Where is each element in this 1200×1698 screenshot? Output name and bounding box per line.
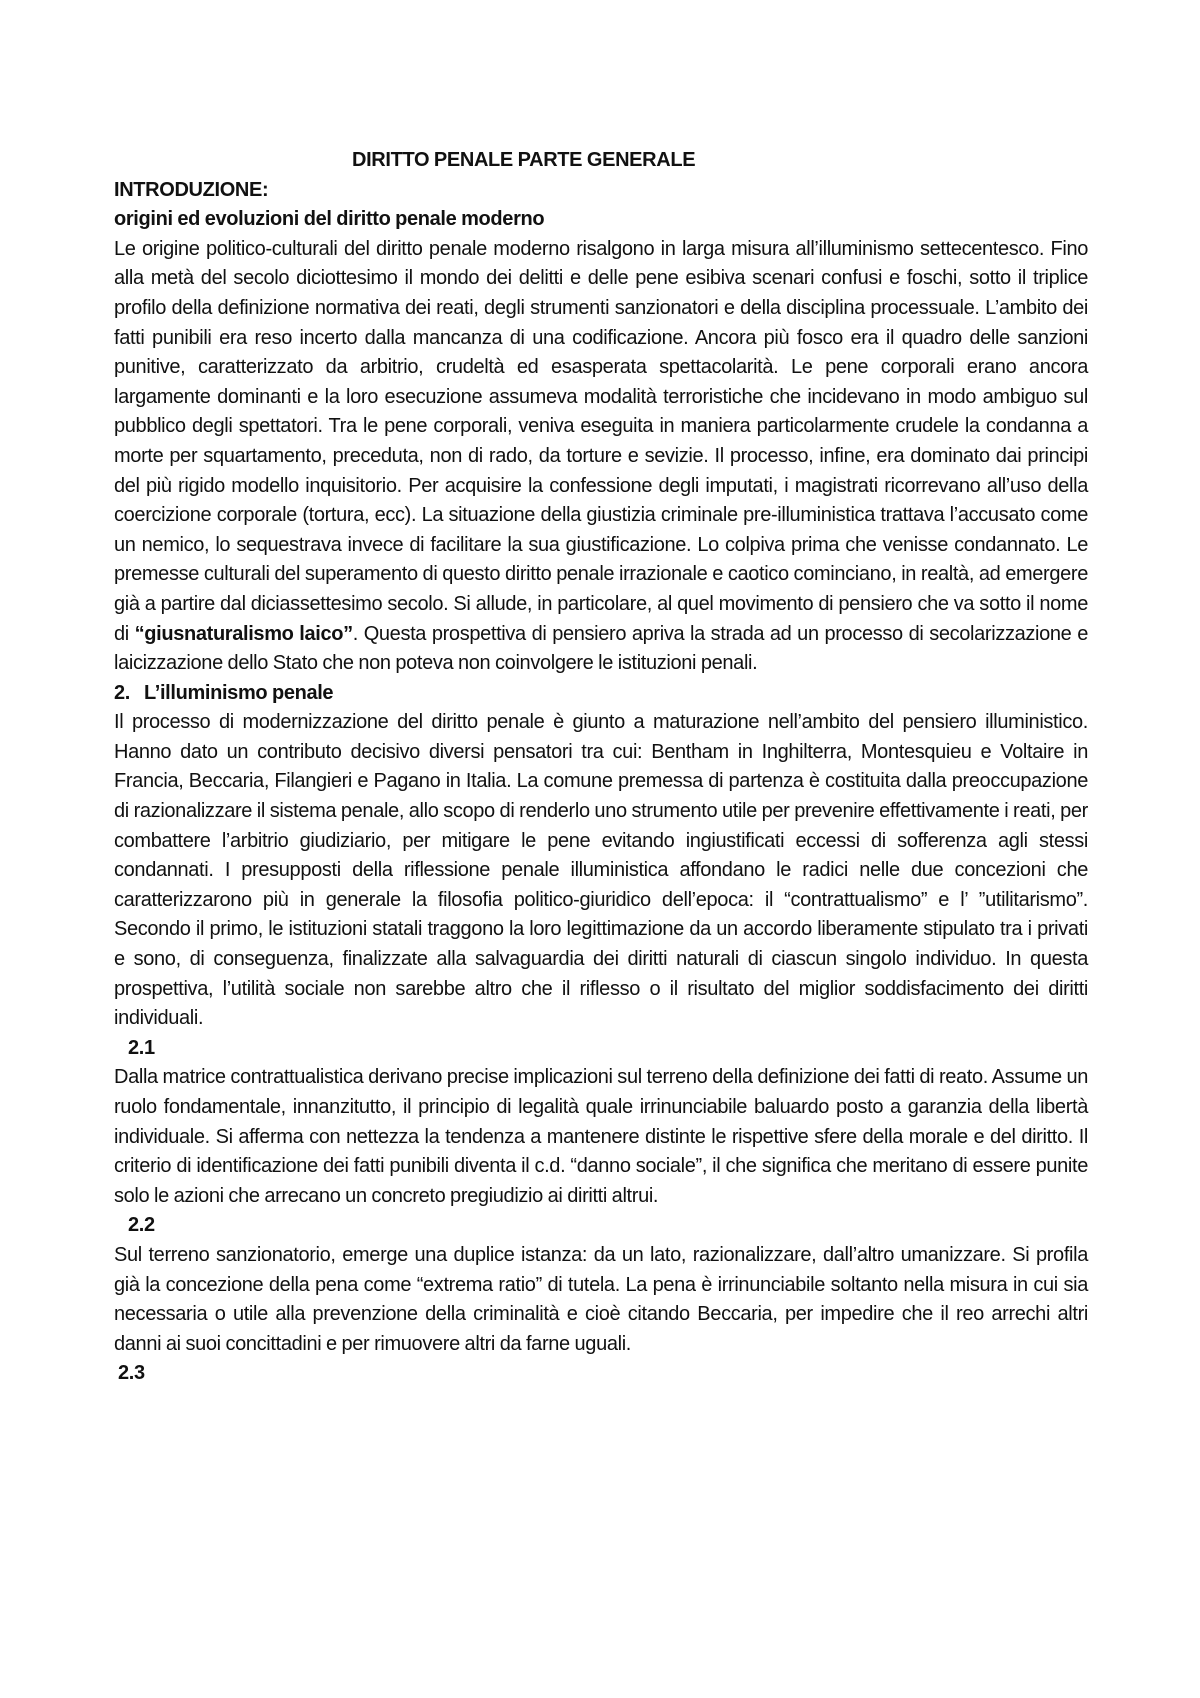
intro-paragraph: [114, 235, 1088, 679]
intro-subheading: origini ed evoluzioni del diritto penale moderno: [114, 208, 545, 231]
section-2-heading: [114, 679, 1088, 709]
document-title: DIRITTO PENALE PARTE GENERALE: [352, 149, 696, 171]
document-body: [114, 146, 1088, 1389]
intro-heading: INTRODUZIONE:: [114, 178, 269, 201]
intro-paragraph-text-1: Le origine politico-culturali del diritto penale moderno risalgono in larga misura all’illuminismo settecentesco. Fino alla metà del secolo diciottesimo il mondo dei delitti e delle pene esibiva scenari confusi e foschi, sotto il triplice profilo della definizione normativa dei reati, degli strumenti sanzionatori e della disciplina processuale. L’ambito dei fatti punibili era reso incerto dalla mancanza di una codificazione. Ancora più fosco era il quadro delle sanzioni punitive, caratterizzato da arbitrio, crudeltà ed esasperata spettacolarità. Le pene corporali erano ancora largamente dominanti e la loro esecuzione assumeva modalità terroristiche che incidevano in modo ambiguo sul pubblico degli spettatori. Tra le pene corporali, veniva eseguita in maniera particolarmente crudele la condanna a morte per squartamento, preceduta, non di rado, da torture e sevizie. Il processo, infine, era dominato dai principi del più rigido modello inquisitorio. Per acquisire la confessione degli imputati, i magistrati ricorrevano all’uso della coercizione corporale (tortura, ecc). La situazione della giustizia criminale pre-illuministica trattava l’accusato come un nemico, lo sequestrava invece di facilitare la sua giustificazione. Lo colpiva prima che venisse condannato. Le premesse culturali del superamento di questo diritto penale irrazionale e caotico cominciano, in realtà, ad emergere già a partire dal diciassettesimo secolo. Si allude, in particolare, al quel movimento di pensiero che va sotto il nome di: [114, 237, 1088, 645]
section-2-1-paragraph: Dalla matrice contrattualistica derivano precise implicazioni sul terreno della definizione dei fatti di reato. Assume un ruolo fondamentale, innanzitutto, il principio di legalità quale irrinunciabile baluardo posto a garanzia della libertà individuale. Si afferma con nettezza la tendenza a mantenere distinte le rispettive sfere della morale e del diritto. Il criterio di identificazione dei fatti punibili diventa il c.d. “danno sociale”, il che significa che meritano di essere punite solo le azioni che arrecano un concreto pregiudizio ai diritti altrui.: [114, 1066, 1088, 1207]
section-2-1-label: 2.1: [128, 1036, 155, 1059]
section-2-number: 2.: [114, 681, 130, 704]
section-2-title: L’illuminismo penale: [144, 681, 334, 704]
section-2-3-label: 2.3: [118, 1362, 145, 1385]
section-2-2-paragraph: Sul terreno sanzionatorio, emerge una duplice istanza: da un lato, razionalizzare, dall’altro umanizzare. Si profila già la concezione della pena come “extrema ratio” di tutela. La pena è irrinunciabile soltanto nella misura in cui sia necessaria o utile alla prevenzione della criminalità e cioè citando Beccaria, per impedire che il reo arrechi altri danni ai suoi concittadini e per rimuovere altri da farne uguali.: [114, 1243, 1088, 1355]
intro-paragraph-emphasis: “giusnaturalismo laico”: [134, 622, 353, 645]
section-2-2-label: 2.2: [128, 1214, 155, 1237]
section-2-paragraph: Il processo di modernizzazione del diritto penale è giunto a maturazione nell’ambito del pensiero illuministico. Hanno dato un contributo decisivo diversi pensatori tra cui: Bentham in Inghilterra, Montesquieu e Voltaire in Francia, Beccaria, Filangieri e Pagano in Italia. La comune premessa di partenza è costituita dalla preoccupazione di razionalizzare il sistema penale, allo scopo di renderlo uno strumento utile per prevenire effettivamente i reati, per combattere l’arbitrio giudiziario, per mitigare le pene evitando ingiustificati eccessi di sofferenza agli stessi condannati. I presupposti della riflessione penale illuministica affondano le radici nelle due concezioni che caratterizzarono più in generale la filosofia politico-giuridico dell’epoca: il “contrattualismo” e l’ ”utilitarismo”. Secondo il primo, le istituzioni statali traggono la loro legittimazione da un accordo liberamente stipulato tra i privati e sono, di conseguenza, finalizzate alla salvaguardia dei diritti naturali di ciascun singolo individuo. In questa prospettiva, l’utilità sociale non sarebbe altro che il riflesso o il risultato del miglior soddisfacimento dei diritti individuali.: [114, 711, 1088, 1030]
intro-paragraph-text-2: . Questa prospettiva di pensiero apriva la strada ad un processo di secolarizzazione e laicizzazione dello Stato che non poteva non coinvolgere le istituzioni penali.: [114, 622, 1088, 675]
